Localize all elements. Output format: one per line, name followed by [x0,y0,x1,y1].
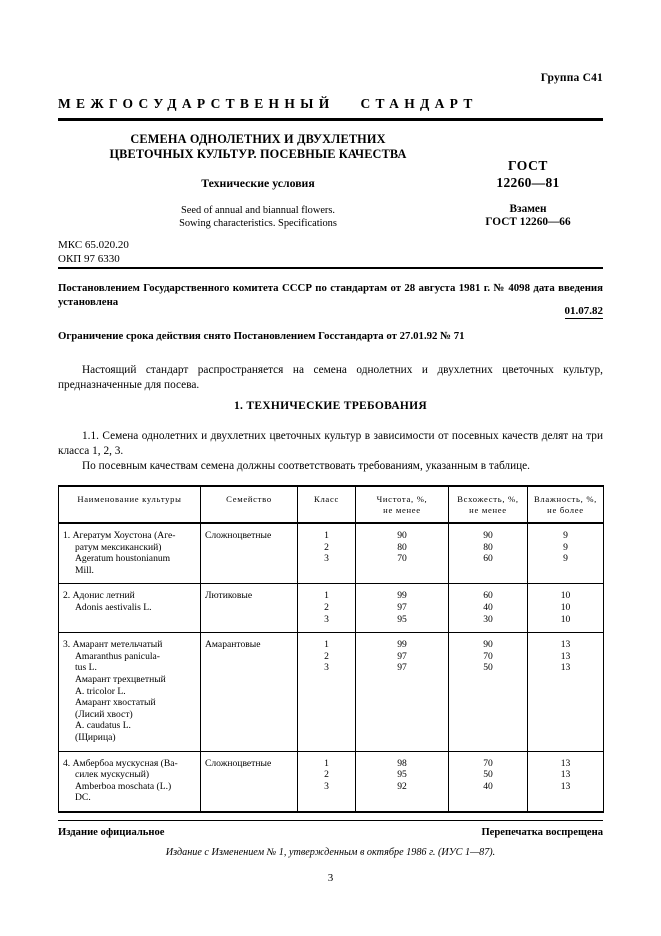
culture-name-line: 2. Адонис летний [63,590,135,602]
cell-culture-name [59,751,201,812]
mks-code: МКС 65.020.20 [58,239,129,251]
table-row [59,584,604,633]
germination-value: 80 [483,541,493,553]
section-rule [58,267,603,269]
cell-class [298,584,356,633]
col-header-class-line1: Класс [314,494,339,504]
germination-value: 60 [483,590,493,602]
purity-value: 98 [397,757,407,769]
scope-paragraph: Настоящий стандарт распространяется на семена однолетних и двухлетних цветочных культур, предназначенные для посева. [58,364,603,391]
standard-word-intergovernmental: МЕЖГОСУДАРСТВЕННЫЙ [58,96,335,111]
cell-moisture [528,751,604,812]
table-row [59,751,604,812]
class-value: 1 [324,757,329,769]
culture-name-line: A. caudatus L. [75,720,131,732]
clause-1-1: 1.1. Семена однолетних и двухлетних цветочных культур в зависимости от посевных качеств делят на три класса 1, 2, 3. [58,430,603,457]
culture-name-line: DC. [75,792,91,804]
col-header-moisture [528,486,604,523]
culture-name-line: Mill. [75,564,94,576]
english-title [58,205,458,230]
purity-value: 97 [397,650,407,662]
germination-value: 70 [483,757,493,769]
moisture-value: 9 [563,553,568,565]
gost-label: ГОСТ [507,158,549,173]
purity-value: 70 [397,553,407,565]
footer-edition-label: Издание официальное [58,827,165,838]
footer-rule [58,820,603,821]
validity-limit-note: Ограничение срока действия снято Постановлением Госстандарта от 27.01.92 № 71 [58,330,465,342]
culture-name-line: (Лисий хвост) [75,708,133,720]
col-header-germination [449,486,528,523]
purity-value: 80 [397,541,407,553]
culture-name-line: ратум мексиканский) [75,541,162,553]
class-value: 2 [324,541,329,553]
germination-value: 90 [483,530,493,541]
cell-class [298,633,356,751]
purity-value: 99 [397,590,407,602]
introduction-date: 01.07.82 [564,305,603,317]
culture-name-line: Adonis aestivalis L. [75,601,152,613]
cell-family: Амарантовые [201,633,298,751]
purity-value: 95 [397,769,407,781]
germination-value: 40 [483,780,493,792]
moisture-value: 13 [560,662,571,674]
culture-name-line: силек мускусный) [75,769,150,781]
culture-name-line: Ageratum houstonianum [75,553,171,565]
class-value: 1 [324,639,329,651]
cell-family: Сложноцветные [201,751,298,812]
class-value: 1 [324,530,329,541]
standard-banner [58,96,603,112]
table-body [59,523,604,812]
table-row [59,523,604,584]
class-value: 2 [324,650,329,662]
requirements-table [58,485,604,813]
germination-value: 70 [483,650,493,662]
english-title-line-2: Sowing characteristics. Specifications [179,217,337,229]
cell-culture-name [59,523,201,584]
clause-1-1-continuation: По посевным качествам семена должны соответствовать требованиям, указанным в таблице. [82,460,530,472]
cell-purity [356,751,449,812]
requirements-table-wrapper [58,485,603,813]
culture-name-line: A. tricolor L. [75,685,126,697]
class-value: 1 [324,590,329,602]
cell-family: Лютиковые [201,584,298,633]
gost-number: 12260—81 [496,175,560,190]
class-value: 2 [324,769,329,781]
germination-value: 90 [483,639,493,651]
col-header-name-line1: Наименование культуры [77,494,182,504]
purity-value: 99 [397,639,407,651]
germination-value: 50 [483,662,493,674]
table-row [59,633,604,751]
col-header-family-line1: Семейство [226,494,272,504]
table-header [59,486,604,523]
germination-value: 50 [483,769,493,781]
col-header-family [201,486,298,523]
culture-name-line: tus L. [75,662,97,674]
class-value: 3 [324,780,329,792]
culture-name-line: Амарант хвостатый [75,697,156,709]
moisture-value: 13 [560,780,571,792]
cell-culture-name [59,584,201,633]
moisture-value: 9 [563,530,568,541]
purity-value: 97 [397,601,407,613]
col-header-germination-line1: Всхожесть, %, [457,494,519,504]
footer-amendment-note: Издание с Изменением № 1, утвержденным в октябре 1986 г. (ИУС 1—87). [165,847,496,858]
col-header-purity [356,486,449,523]
moisture-value: 10 [560,590,571,602]
col-header-moisture-line1: Влажность, %, [533,494,598,504]
cell-germination [449,633,528,751]
purity-value: 90 [397,530,407,541]
purity-value: 92 [397,780,407,792]
culture-name-line: (Щирица) [75,731,116,743]
class-value: 3 [324,553,329,565]
moisture-value: 9 [563,541,568,553]
class-value: 3 [324,613,329,625]
standard-word-standard: СТАНДАРТ [360,96,478,111]
col-header-class [298,486,356,523]
moisture-value: 10 [560,613,571,625]
title-block [58,132,458,230]
culture-name-line: 4. Амбербоа мускусная (Ва- [63,757,178,769]
germination-value: 40 [483,601,493,613]
culture-name-line: Амарант трехцветный [75,673,166,685]
cell-moisture [528,584,604,633]
gost-number-block [453,158,603,191]
cell-moisture [528,523,604,584]
culture-name-line: 1. Агератум Хоустона (Аге- [63,530,176,541]
culture-name-line: Amberboa moschata (L.) [75,780,172,792]
germination-value: 30 [483,613,493,625]
culture-name-line: Amaranthus panicula- [75,650,160,662]
document-title-line-1: СЕМЕНА ОДНОЛЕТНИХ И ДВУХЛЕТНИХ [130,132,386,146]
document-title-line-2: ЦВЕТОЧНЫХ КУЛЬТУР. ПОСЕВНЫЕ КАЧЕСТВА [109,147,407,161]
col-header-name [59,486,201,523]
germination-value: 60 [483,553,493,565]
section-heading: 1. ТЕХНИЧЕСКИЕ ТРЕБОВАНИЯ [233,400,428,412]
moisture-value: 13 [560,639,571,651]
col-header-purity-line2: не менее [383,505,421,515]
cell-purity [356,523,449,584]
replaces-label: Взамен [509,203,547,215]
col-header-germination-line2: не менее [469,505,507,515]
document-title [58,132,458,162]
cell-family: Сложноцветные [201,523,298,584]
moisture-value: 10 [560,601,571,613]
okp-code: ОКП 97 6330 [58,252,120,265]
footer-reprint-label: Перепечатка воспрещена [481,827,603,838]
english-title-line-1: Seed of annual and biannual flowers. [180,205,336,216]
moisture-value: 13 [560,769,571,781]
moisture-value: 13 [560,757,571,769]
col-header-moisture-line2: не более [547,505,584,515]
cell-culture-name [59,633,201,751]
purity-value: 97 [397,662,407,674]
gost-replaces-block [453,203,603,228]
replaces-number: ГОСТ 12260—66 [485,216,571,228]
resolution-text: Постановлением Государственного комитета СССР по стандартам от 28 августа 1981 г. № 4098 дата введения установлена [58,282,603,308]
header-rule [58,118,603,121]
purity-value: 95 [397,613,407,625]
cell-germination [449,751,528,812]
culture-name-line: 3. Амарант метельчатый [63,639,163,651]
classification-codes [58,239,129,266]
page-number: 3 [327,872,334,884]
cell-purity [356,584,449,633]
document-subtitle: Технические условия [201,176,315,190]
cell-class [298,523,356,584]
cell-germination [449,584,528,633]
col-header-purity-line1: Чистота, %, [376,494,428,504]
table-header-row [59,486,604,523]
moisture-value: 13 [560,650,571,662]
cell-germination [449,523,528,584]
group-code: Группа С41 [540,72,603,84]
cell-moisture [528,633,604,751]
class-value: 3 [324,662,329,674]
cell-class [298,751,356,812]
class-value: 2 [324,601,329,613]
cell-purity [356,633,449,751]
